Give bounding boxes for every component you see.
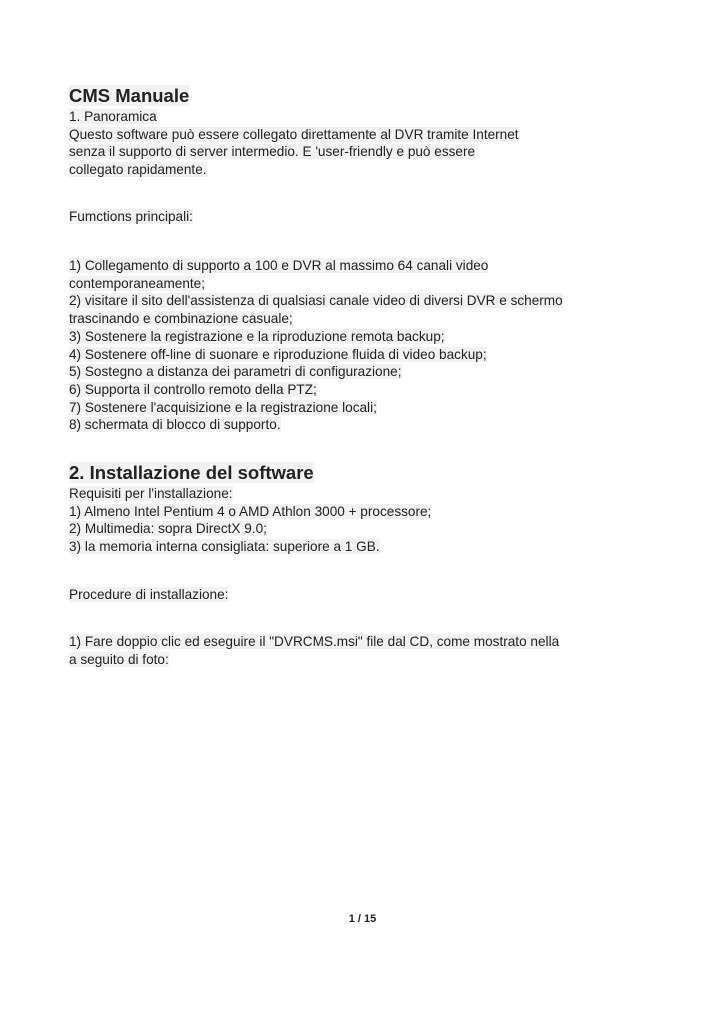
procedure-list <box>69 633 559 668</box>
list-item: 6) Supporta il controllo remoto della PTZ; <box>69 381 317 397</box>
list-item: 3) la memoria interna consigliata: superiore a 1 GB. <box>69 539 380 555</box>
procedure-label-block <box>69 586 228 604</box>
paragraph-line: collegato rapidamente. <box>69 162 207 178</box>
list-item: 2) visitare il sito dell'assistenza di qualsiasi canale video di diversi DVR e schermo <box>69 293 563 309</box>
list-item: 8) schermata di blocco di supporto. <box>69 417 281 433</box>
requirements-label: Requisiti per l'installazione: <box>69 486 233 501</box>
page-number: 1 / 15 <box>348 913 377 925</box>
list-item: trascinando e combinazione casuale; <box>69 311 293 327</box>
requirements-list <box>69 485 431 556</box>
list-item: 1) Almeno Intel Pentium 4 o AMD Athlon 3000 + processore; <box>69 503 432 519</box>
list-item: 4) Sostenere off-line di suonare e riproduzione fluida di video backup; <box>69 346 487 362</box>
list-item: 5) Sostegno a distanza dei parametri di configurazione; <box>69 364 402 380</box>
list-item: contemporaneamente; <box>69 275 206 291</box>
title-text: CMS Manuale <box>69 85 190 106</box>
functions-label: Fumctions principali: <box>69 209 193 224</box>
list-item: a seguito di foto: <box>69 651 169 667</box>
functions-label-block <box>69 208 193 226</box>
list-item: 1) Collegamento di supporto a 100 e DVR al massimo 64 canali video <box>69 258 489 273</box>
list-item: 1) Fare doppio clic ed eseguire il "DVRCMS.msi" file dal CD, come mostrato nella <box>69 634 560 649</box>
overview-section <box>69 108 519 179</box>
functions-list <box>69 257 563 434</box>
procedure-label: Procedure di installazione: <box>69 587 229 602</box>
paragraph-line: Questo software può essere collegato direttamente al DVR tramite Internet <box>69 126 519 142</box>
list-item: 7) Sostenere l'acquisizione e la registrazione locali; <box>69 399 377 415</box>
installation-heading: 2. Installazione del software <box>69 462 314 483</box>
paragraph-line: senza il supporto di server intermedio. E 'user-friendly e può essere <box>69 144 476 160</box>
list-item: 2) Multimedia: sopra DirectX 9.0; <box>69 521 267 537</box>
document-title <box>69 85 189 107</box>
installation-heading-block <box>69 462 314 484</box>
overview-heading: 1. Panoramica <box>69 109 157 124</box>
list-item: 3) Sostenere la registrazione e la riproduzione remota backup; <box>69 328 445 344</box>
